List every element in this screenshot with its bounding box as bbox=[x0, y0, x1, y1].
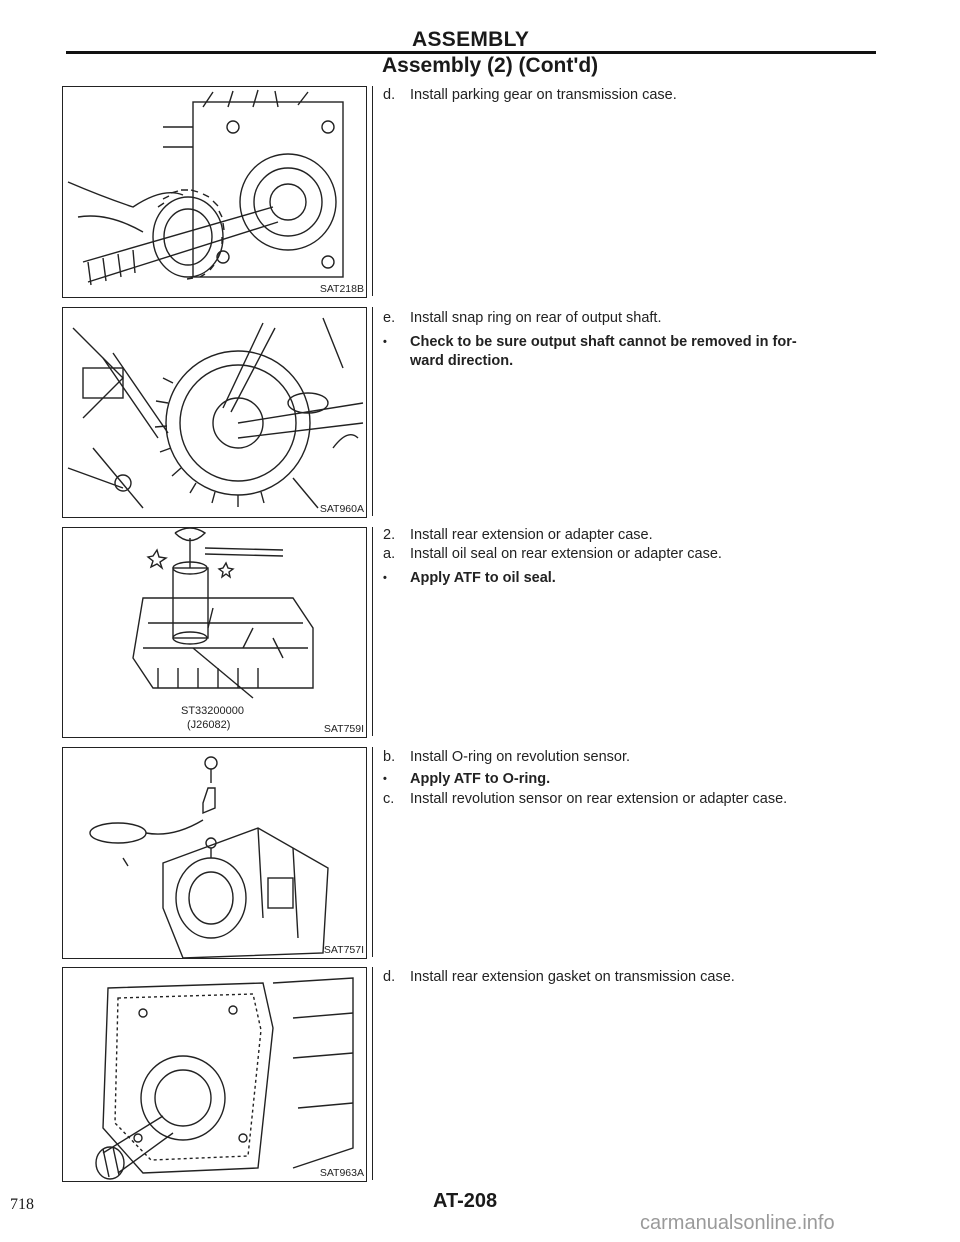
figure-code: SAT960A bbox=[319, 503, 364, 515]
step-install-revolution-sensor bbox=[383, 790, 787, 809]
figure-revolution-sensor bbox=[62, 747, 367, 959]
step-install-extension-gasket bbox=[383, 968, 735, 987]
page-title: Assembly (2) (Cont'd) bbox=[382, 54, 599, 77]
figure-code: SAT757I bbox=[323, 944, 364, 956]
parking-gear-illustration bbox=[63, 87, 366, 297]
column-divider bbox=[372, 527, 373, 736]
tool-alt-number: (J26082) bbox=[187, 719, 231, 731]
step-marker: b. bbox=[383, 749, 396, 765]
step-check-output-shaft bbox=[383, 333, 797, 371]
column-divider bbox=[372, 747, 373, 957]
figure-snap-ring bbox=[62, 307, 367, 518]
bullet-marker: • bbox=[383, 572, 387, 584]
step-text-line1: Check to be sure output shaft cannot be removed in for- bbox=[410, 334, 797, 350]
step-apply-atf-o-ring bbox=[383, 770, 550, 789]
column-divider bbox=[372, 307, 373, 516]
step-text: Install rear extension gasket on transmission case. bbox=[410, 969, 735, 985]
bullet-marker: • bbox=[383, 336, 387, 348]
step-marker: 2. bbox=[383, 527, 396, 543]
step-marker: c. bbox=[383, 791, 395, 807]
revolution-sensor-illustration bbox=[63, 748, 366, 958]
step-install-oil-seal bbox=[383, 545, 722, 564]
column-divider bbox=[372, 86, 373, 296]
step-marker: a. bbox=[383, 546, 396, 562]
column-divider bbox=[372, 967, 373, 1180]
step-text: Install revolution sensor on rear extension or adapter case. bbox=[410, 791, 788, 807]
figure-oil-seal bbox=[62, 527, 367, 738]
tool-number: ST33200000 bbox=[181, 705, 244, 717]
step-install-snap-ring bbox=[383, 309, 661, 328]
step-text: Apply ATF to oil seal. bbox=[410, 570, 556, 586]
step-text: Install parking gear on transmission case. bbox=[410, 87, 677, 103]
step-text-line2: ward direction. bbox=[410, 353, 514, 369]
watermark: carmanualsonline.info bbox=[640, 1212, 835, 1234]
step-apply-atf-oil-seal bbox=[383, 569, 556, 588]
step-text: Install rear extension or adapter case. bbox=[410, 527, 653, 543]
figure-parking-gear bbox=[62, 86, 367, 298]
step-install-rear-extension bbox=[383, 526, 653, 545]
step-text: Install O-ring on revolution sensor. bbox=[410, 749, 631, 765]
step-marker: e. bbox=[383, 310, 396, 326]
figure-code: SAT963A bbox=[319, 1167, 364, 1179]
figure-code: SAT759I bbox=[323, 723, 364, 735]
figure-extension-gasket bbox=[62, 967, 367, 1182]
extension-gasket-illustration bbox=[63, 968, 366, 1181]
section-title: ASSEMBLY bbox=[412, 28, 530, 51]
step-install-o-ring bbox=[383, 748, 630, 767]
page-left-number: 718 bbox=[10, 1196, 34, 1213]
step-marker: d. bbox=[383, 87, 396, 103]
step-install-parking-gear bbox=[383, 86, 677, 105]
step-marker: d. bbox=[383, 969, 396, 985]
figure-code: SAT218B bbox=[319, 283, 364, 295]
snap-ring-illustration bbox=[63, 308, 366, 517]
page-number: AT-208 bbox=[433, 1190, 498, 1212]
step-text: Install snap ring on rear of output shaft. bbox=[410, 310, 662, 326]
step-text: Install oil seal on rear extension or adapter case. bbox=[410, 546, 722, 562]
bullet-marker: • bbox=[383, 773, 387, 785]
step-text: Apply ATF to O-ring. bbox=[410, 771, 551, 787]
